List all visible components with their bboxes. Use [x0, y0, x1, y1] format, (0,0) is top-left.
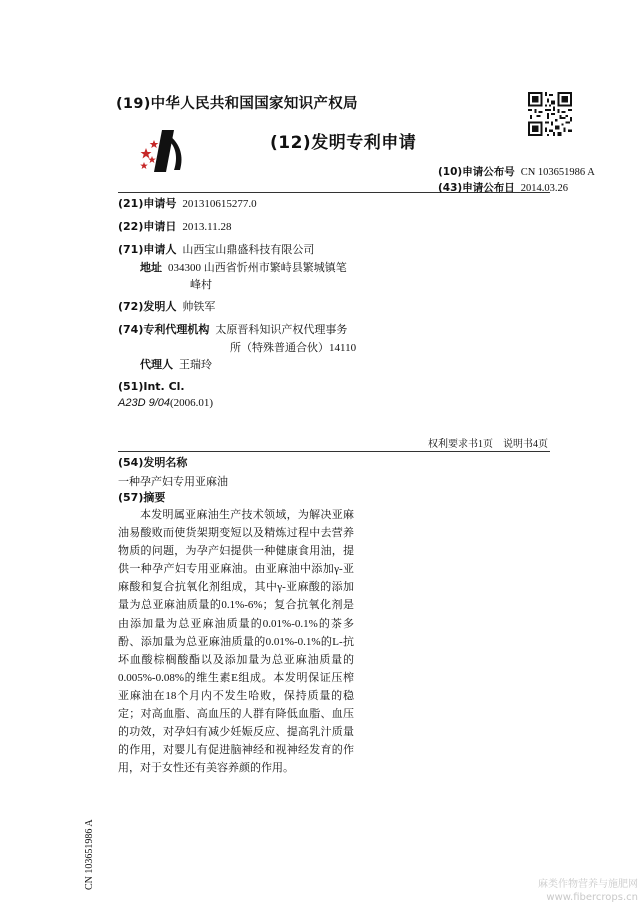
agent-field: [140, 357, 212, 373]
field-label: 专利代理机构: [143, 323, 210, 336]
agent-name: 王瑞玲: [179, 359, 212, 371]
inid-code: (21): [118, 197, 144, 210]
invention-title-field: [118, 455, 187, 471]
inventor-name: 帅铁军: [182, 301, 216, 313]
applicant-field: [118, 242, 314, 258]
int-cl-field: [118, 379, 185, 395]
ipc-version: (2006.01): [169, 397, 214, 409]
inid-code: (57): [118, 491, 144, 504]
field-label: 地址: [140, 261, 162, 274]
field-label: 发明名称: [143, 456, 188, 469]
publication-number-row: [438, 164, 595, 179]
abstract-heading: [118, 490, 165, 506]
office-name: (19)中华人民共和国国家知识产权局: [116, 96, 358, 112]
field-label: 摘要: [143, 491, 166, 504]
watermark-url: www.fibercrops.cn: [546, 892, 638, 903]
field-label: 申请人: [143, 243, 177, 256]
side-publication-number: CN 103651986 A: [84, 819, 95, 890]
agency-name-line-1: 太原晋科知识产权代理事务: [215, 324, 348, 336]
document-type-title: (12)发明专利申请: [270, 133, 417, 153]
applicant-name: 山西宝山鼎盛科技有限公司: [182, 244, 315, 256]
inventor-field: [118, 299, 215, 315]
publication-date-label: (43)申请公布日: [438, 182, 515, 194]
invention-title: 一种孕产妇专用亚麻油: [118, 476, 228, 488]
inid-code: (74): [118, 323, 144, 336]
field-label: 申请号: [143, 197, 177, 210]
application-number: 201310615277.0: [182, 198, 257, 210]
field-label: 申请日: [143, 220, 177, 233]
publication-number: CN 103651986 A: [520, 167, 595, 178]
filing-date: 2013.11.28: [182, 221, 232, 233]
inid-code: (72): [118, 300, 144, 313]
ipc-code: A23D 9/04: [118, 397, 170, 409]
watermark-site-name: 麻类作物营养与施肥网: [538, 879, 638, 890]
field-label: 发明人: [143, 300, 177, 313]
ipc-classification: [118, 396, 213, 409]
header-divider: [118, 192, 550, 193]
inid-code: (54): [118, 456, 144, 469]
qr-code-icon: [528, 92, 572, 136]
inid-code: (51): [118, 380, 144, 393]
section-divider: [118, 451, 550, 452]
patent-agency-field: [118, 322, 347, 338]
abstract-text: 本发明属亚麻油生产技术领域，为解决亚麻油易酸败而使货架期变短以及精炼过程中去营养物质的问题，为孕产妇提供一种健康食用油，提供一种孕产妇专用亚麻油。由亚麻油中添加γ-亚麻酸和复合抗氧化剂组成，其中γ-亚麻酸的添加量为总亚麻油质量的0.1%-6%；复合抗氧化剂是由添加量为总亚麻油质量的0.01%-0.1%的茶多酚、添加量为总亚麻油质量的0.01%-0.1%的L-抗坏血酸棕榈酸酯以及添加量为总亚麻油质量的0.005%-0.08%的维生素E组成。本发明保证压榨亚麻油在18个月内不发生哈败，保持质量的稳定；对高血脂、高血压的人群有降低血脂、血压的功效，对孕妇有减少妊娠反应、提高乳汁质量的作用，对婴儿有促进脑神经和视神经发育的作用，对于女性还有美容养颜的作用。: [118, 509, 354, 775]
publication-number-label: (10)申请公布号: [438, 166, 515, 178]
patent-office-emblem-icon: [140, 126, 190, 174]
filing-date-field: [118, 219, 231, 235]
field-label: 代理人: [140, 358, 173, 371]
page-count-info: 权利要求书1页 说明书4页: [428, 439, 548, 450]
inid-code: (71): [118, 243, 144, 256]
address-line-2: 峰村: [190, 279, 212, 291]
application-number-field: [118, 196, 257, 212]
agency-name-line-2: 所（特殊普通合伙）14110: [230, 342, 357, 354]
watermark: [520, 878, 638, 904]
address-line-1: 034300 山西省忻州市繁峙县繁城镇笔: [168, 262, 347, 274]
field-label: Int. Cl.: [143, 380, 185, 393]
publication-date: 2014.03.26: [520, 183, 568, 194]
inid-code: (22): [118, 220, 144, 233]
address-field: [140, 260, 347, 276]
